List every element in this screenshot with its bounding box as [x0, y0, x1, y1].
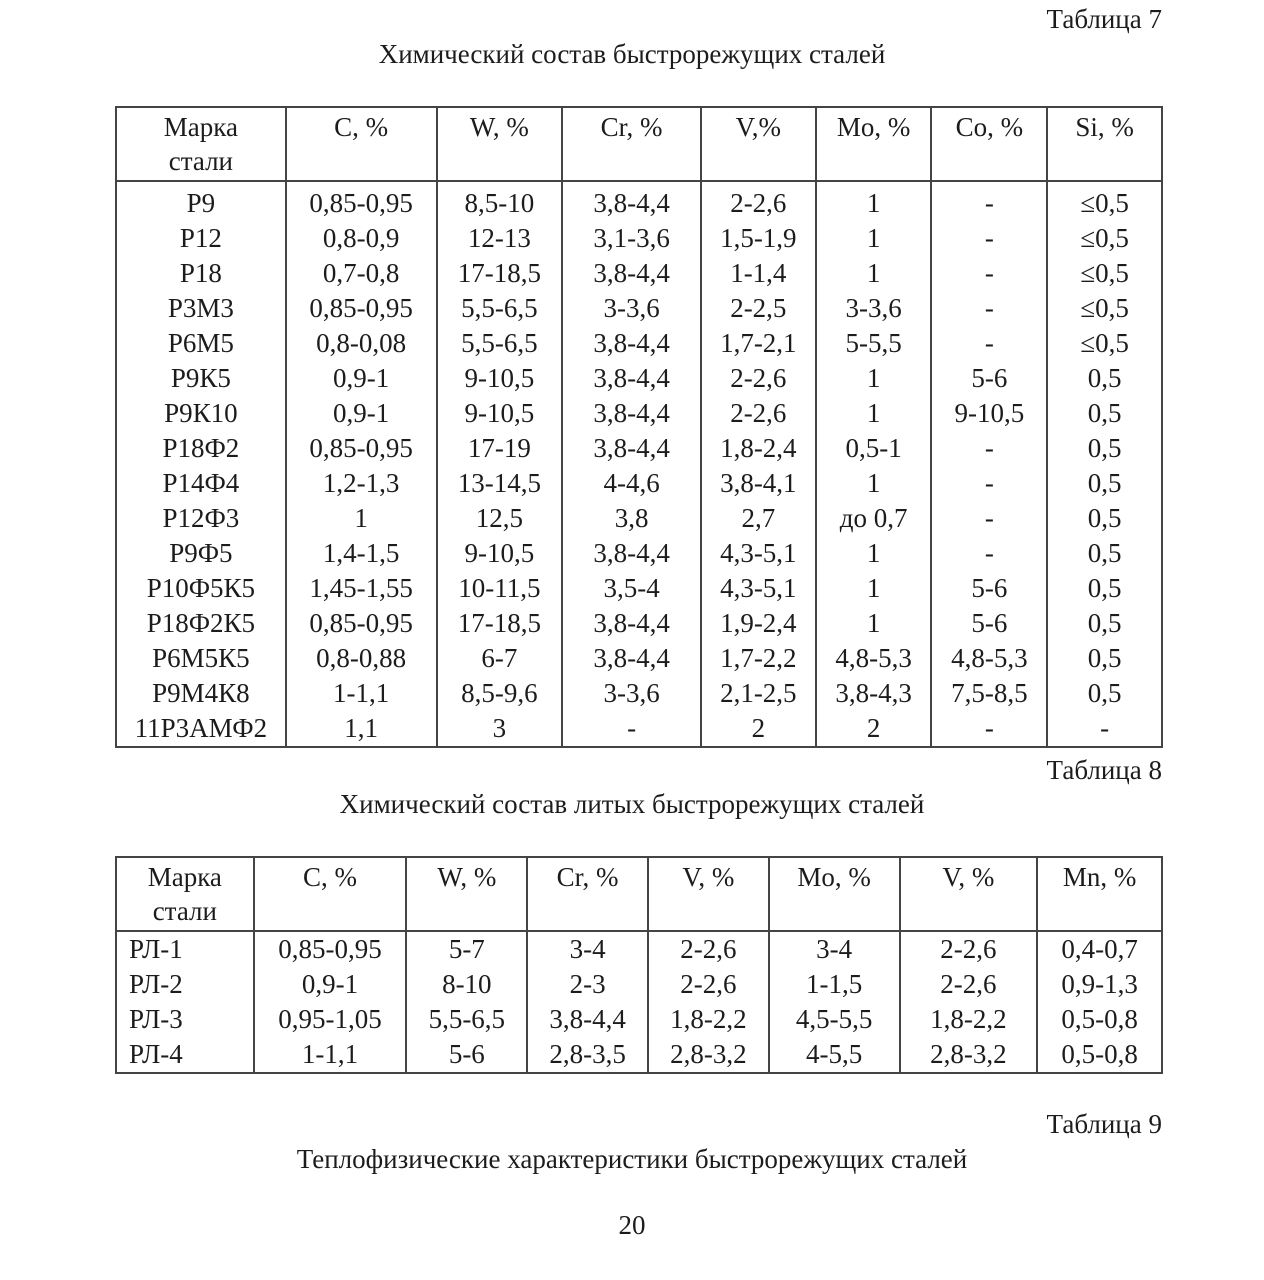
table7-header-cell: Co, % [931, 107, 1047, 181]
value-cell: 0,5-0,8 [1037, 1002, 1162, 1037]
value-cell: ≤0,5 [1047, 256, 1162, 291]
value-cell: ≤0,5 [1047, 291, 1162, 326]
value-cell: - [1047, 711, 1162, 747]
value-cell: 4-5,5 [769, 1037, 900, 1073]
value-cell: 3,5-4 [562, 571, 701, 606]
value-cell: 1 [816, 466, 932, 501]
value-cell: 4,3-5,1 [701, 571, 816, 606]
value-cell: 4,8-5,3 [816, 641, 932, 676]
value-cell: 3,8-4,4 [562, 431, 701, 466]
table7-header-cell: C, % [286, 107, 437, 181]
value-cell: 3-3,6 [562, 676, 701, 711]
table8-body [116, 931, 1162, 1073]
value-cell: 2-2,6 [701, 361, 816, 396]
value-cell: 2 [701, 711, 816, 747]
value-cell: 0,85-0,95 [286, 291, 437, 326]
table9-label: Таблица 9 [1046, 1109, 1162, 1139]
value-cell: 0,8-0,9 [286, 221, 437, 256]
table7-row [116, 396, 1162, 431]
value-cell: 1,8-2,2 [648, 1002, 769, 1037]
steel-grade-cell: Р3М3 [116, 291, 286, 326]
value-cell: 3-3,6 [562, 291, 701, 326]
value-cell: 0,85-0,95 [286, 606, 437, 641]
table7-row [116, 291, 1162, 326]
value-cell: 17-18,5 [437, 256, 563, 291]
value-cell: до 0,7 [816, 501, 932, 536]
value-cell: 3,8-4,1 [701, 466, 816, 501]
table8-header-cell: Mn, % [1037, 857, 1162, 931]
table7-header-cell: W, % [437, 107, 563, 181]
value-cell: 2,8-3,2 [900, 1037, 1038, 1073]
steel-grade-cell: Р6М5 [116, 326, 286, 361]
value-cell: 1 [816, 256, 932, 291]
table8-row [116, 967, 1162, 1002]
value-cell: ≤0,5 [1047, 221, 1162, 256]
value-cell: 2-2,6 [648, 967, 769, 1002]
value-cell: 8,5-9,6 [437, 676, 563, 711]
table8-header-cell: C, % [254, 857, 407, 931]
table7-header-cell [116, 107, 286, 181]
steel-grade-cell: Р9К5 [116, 361, 286, 396]
value-cell: 1,1 [286, 711, 437, 747]
value-cell: 0,95-1,05 [254, 1002, 407, 1037]
value-cell: 3,8-4,3 [816, 676, 932, 711]
table8-header-cell: V, % [900, 857, 1038, 931]
value-cell: 0,85-0,95 [286, 431, 437, 466]
value-cell: 2 [816, 711, 932, 747]
value-cell: 5-6 [406, 1037, 527, 1073]
table7-row [116, 256, 1162, 291]
table7-row [116, 466, 1162, 501]
value-cell: 1 [816, 536, 932, 571]
table8-caption: Химический состав литых быстрорежущих сталей [339, 789, 925, 819]
value-cell: - [931, 256, 1047, 291]
table8-header-cell: V, % [648, 857, 769, 931]
value-cell: 17-19 [437, 431, 563, 466]
value-cell: ≤0,5 [1047, 181, 1162, 221]
value-cell: 3-4 [769, 931, 900, 967]
value-cell: 12,5 [437, 501, 563, 536]
value-cell: 0,5 [1047, 361, 1162, 396]
value-cell: 5-6 [931, 361, 1047, 396]
value-cell: 2-2,6 [900, 931, 1038, 967]
value-cell: 9-10,5 [437, 396, 563, 431]
table8-header-cell [116, 857, 254, 931]
value-cell: 1,7-2,1 [701, 326, 816, 361]
steel-grade-cell: Р18Ф2К5 [116, 606, 286, 641]
value-cell: 3,8-4,4 [562, 326, 701, 361]
value-cell: 1,9-2,4 [701, 606, 816, 641]
value-cell: 3,8-4,4 [562, 536, 701, 571]
value-cell: 8,5-10 [437, 181, 563, 221]
value-cell: 1-1,5 [769, 967, 900, 1002]
value-cell: 1-1,4 [701, 256, 816, 291]
header-line: Марка [163, 112, 238, 142]
value-cell: ≤0,5 [1047, 326, 1162, 361]
value-cell: 2-2,6 [648, 931, 769, 967]
table7-row [116, 431, 1162, 466]
value-cell: 1 [816, 571, 932, 606]
value-cell: 1 [816, 361, 932, 396]
value-cell: 2-2,5 [701, 291, 816, 326]
steel-grade-cell: РЛ-1 [116, 931, 254, 967]
value-cell: - [931, 291, 1047, 326]
value-cell: 0,5 [1047, 431, 1162, 466]
value-cell: 1 [816, 396, 932, 431]
value-cell: 1,5-1,9 [701, 221, 816, 256]
steel-grade-cell: Р12 [116, 221, 286, 256]
header-line: стали [168, 146, 234, 176]
value-cell: 2-2,6 [701, 396, 816, 431]
value-cell: 0,8-0,88 [286, 641, 437, 676]
value-cell: 1,8-2,2 [900, 1002, 1038, 1037]
value-cell: 1,7-2,2 [701, 641, 816, 676]
table8-label: Таблица 8 [1046, 755, 1162, 785]
value-cell: - [931, 326, 1047, 361]
value-cell: 9-10,5 [931, 396, 1047, 431]
table7-header-cell: Cr, % [562, 107, 701, 181]
value-cell: 0,5-1 [816, 431, 932, 466]
value-cell: 2,8-3,2 [648, 1037, 769, 1073]
steel-grade-cell: Р6М5К5 [116, 641, 286, 676]
value-cell: - [931, 181, 1047, 221]
value-cell: 0,5-0,8 [1037, 1037, 1162, 1073]
value-cell: 0,4-0,7 [1037, 931, 1162, 967]
header-line: стали [152, 896, 217, 926]
value-cell: 5-6 [931, 571, 1047, 606]
value-cell: 1,2-1,3 [286, 466, 437, 501]
table7-header-cell: V,% [701, 107, 816, 181]
header-line: Марка [147, 862, 222, 892]
value-cell: 1 [286, 501, 437, 536]
value-cell: 0,5 [1047, 571, 1162, 606]
value-cell: 0,5 [1047, 501, 1162, 536]
value-cell: 12-13 [437, 221, 563, 256]
table7-header-cell: Si, % [1047, 107, 1162, 181]
value-cell: 5-6 [931, 606, 1047, 641]
value-cell: 0,9-1 [286, 396, 437, 431]
value-cell: 4,8-5,3 [931, 641, 1047, 676]
table7-row [116, 221, 1162, 256]
steel-grade-cell: РЛ-4 [116, 1037, 254, 1073]
value-cell: 8-10 [406, 967, 527, 1002]
value-cell: 7,5-8,5 [931, 676, 1047, 711]
value-cell: 5-5,5 [816, 326, 932, 361]
value-cell: - [931, 536, 1047, 571]
value-cell: 1 [816, 221, 932, 256]
table8-row [116, 1002, 1162, 1037]
value-cell: 0,5 [1047, 396, 1162, 431]
value-cell: 1 [816, 181, 932, 221]
value-cell: 0,5 [1047, 466, 1162, 501]
table7-row [116, 501, 1162, 536]
table7-row [116, 536, 1162, 571]
previous-text-fragment [130, 0, 1130, 4]
table7-row [116, 361, 1162, 396]
value-cell: 2-2,6 [701, 181, 816, 221]
value-cell: 4,5-5,5 [769, 1002, 900, 1037]
value-cell: 1,45-1,55 [286, 571, 437, 606]
value-cell: 4,3-5,1 [701, 536, 816, 571]
value-cell: 0,8-0,08 [286, 326, 437, 361]
table7-label: Таблица 7 [1046, 4, 1162, 34]
steel-grade-cell: Р12Ф3 [116, 501, 286, 536]
value-cell: 5,5-6,5 [437, 326, 563, 361]
table7-row [116, 641, 1162, 676]
table8-header-cell: W, % [406, 857, 527, 931]
steel-grade-cell: Р9М4К8 [116, 676, 286, 711]
steel-grade-cell: Р9Ф5 [116, 536, 286, 571]
value-cell: - [562, 711, 701, 747]
value-cell: 6-7 [437, 641, 563, 676]
value-cell: 3,8-4,4 [527, 1002, 648, 1037]
value-cell: 0,9-1,3 [1037, 967, 1162, 1002]
steel-grade-cell: 11Р3АМФ2 [116, 711, 286, 747]
value-cell: 3,8-4,4 [562, 361, 701, 396]
value-cell: 3-3,6 [816, 291, 932, 326]
value-cell: 5,5-6,5 [437, 291, 563, 326]
value-cell: 5,5-6,5 [406, 1002, 527, 1037]
table8-header-cell: Cr, % [527, 857, 648, 931]
value-cell: 3,8-4,4 [562, 606, 701, 641]
value-cell: 13-14,5 [437, 466, 563, 501]
value-cell: 0,5 [1047, 606, 1162, 641]
table7-row [116, 711, 1162, 747]
value-cell: - [931, 466, 1047, 501]
value-cell: 2,1-2,5 [701, 676, 816, 711]
value-cell: - [931, 221, 1047, 256]
table7-header-cell: Mo, % [816, 107, 932, 181]
value-cell: 3-4 [527, 931, 648, 967]
value-cell: - [931, 501, 1047, 536]
value-cell: 1,4-1,5 [286, 536, 437, 571]
table7-body [116, 181, 1162, 747]
value-cell: 5-7 [406, 931, 527, 967]
table8-row [116, 931, 1162, 967]
table7-header-row [116, 107, 1162, 181]
value-cell: 2,8-3,5 [527, 1037, 648, 1073]
value-cell: 2-2,6 [900, 967, 1038, 1002]
value-cell: 2,7 [701, 501, 816, 536]
value-cell: 10-11,5 [437, 571, 563, 606]
value-cell: 0,9-1 [286, 361, 437, 396]
steel-grade-cell: РЛ-3 [116, 1002, 254, 1037]
steel-grade-cell: РЛ-2 [116, 967, 254, 1002]
value-cell: 4-4,6 [562, 466, 701, 501]
steel-grade-cell: Р14Ф4 [116, 466, 286, 501]
value-cell: 3 [437, 711, 563, 747]
table7 [115, 106, 1163, 748]
value-cell: 3,8-4,4 [562, 396, 701, 431]
value-cell: 3,1-3,6 [562, 221, 701, 256]
value-cell: - [931, 711, 1047, 747]
value-cell: 0,7-0,8 [286, 256, 437, 291]
steel-grade-cell: Р18Ф2 [116, 431, 286, 466]
steel-grade-cell: Р18 [116, 256, 286, 291]
table8 [115, 856, 1163, 1074]
value-cell: 9-10,5 [437, 536, 563, 571]
value-cell: 1,8-2,4 [701, 431, 816, 466]
table8-row [116, 1037, 1162, 1073]
value-cell: 1-1,1 [286, 676, 437, 711]
value-cell: 3,8 [562, 501, 701, 536]
value-cell: 0,9-1 [254, 967, 407, 1002]
table7-row [116, 571, 1162, 606]
table7-row [116, 181, 1162, 221]
table8-header-cell: Mo, % [769, 857, 900, 931]
value-cell: 3,8-4,4 [562, 641, 701, 676]
value-cell: 3,8-4,4 [562, 181, 701, 221]
value-cell: 0,85-0,95 [254, 931, 407, 967]
page-number: 20 [618, 1210, 646, 1240]
value-cell: - [931, 431, 1047, 466]
table7-caption: Химический состав быстрорежущих сталей [378, 39, 886, 69]
value-cell: 2-3 [527, 967, 648, 1002]
steel-grade-cell: Р9К10 [116, 396, 286, 431]
steel-grade-cell: Р10Ф5К5 [116, 571, 286, 606]
table8-header-row [116, 857, 1162, 931]
value-cell: 1 [816, 606, 932, 641]
table7-row [116, 326, 1162, 361]
table7-row [116, 676, 1162, 711]
table7-row [116, 606, 1162, 641]
value-cell: 3,8-4,4 [562, 256, 701, 291]
value-cell: 0,5 [1047, 536, 1162, 571]
steel-grade-cell: Р9 [116, 181, 286, 221]
value-cell: 17-18,5 [437, 606, 563, 641]
value-cell: 0,5 [1047, 641, 1162, 676]
value-cell: 0,85-0,95 [286, 181, 437, 221]
value-cell: 1-1,1 [254, 1037, 407, 1073]
table9-caption: Теплофизические характеристики быстрорежущих сталей [296, 1144, 968, 1174]
value-cell: 9-10,5 [437, 361, 563, 396]
value-cell: 0,5 [1047, 676, 1162, 711]
